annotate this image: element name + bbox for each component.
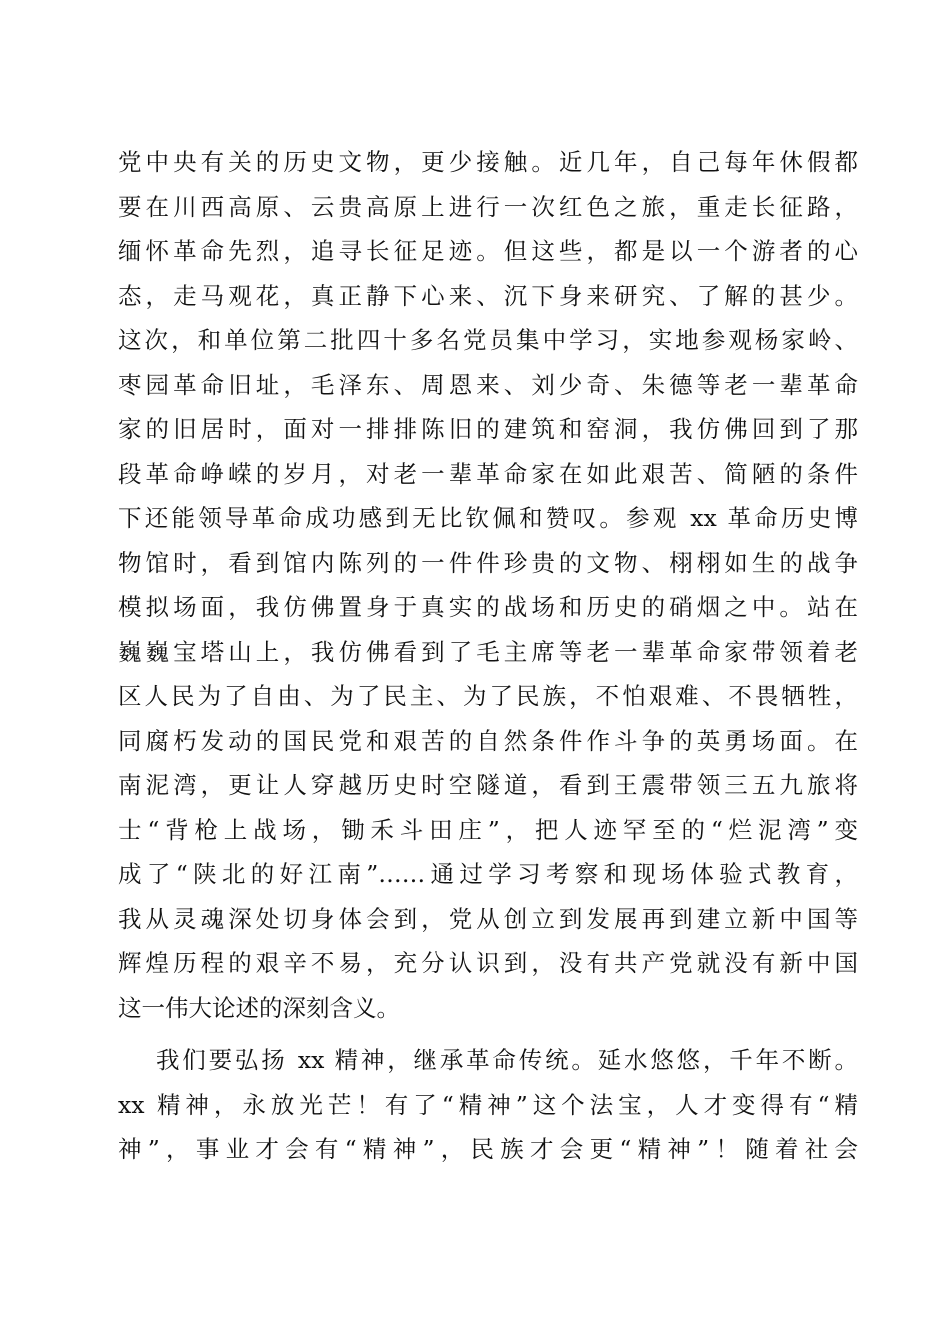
text-line: 我从灵魂深处切身体会到，党从创立到发展再到建立新中国等 [118,904,858,933]
text-line: 神”，事业才会有“精神”，民族才会更“精神”！随着社会 [118,1135,858,1163]
text-line: 缅怀革命先烈，追寻长征足迹。但这些，都是以一个游者的心 [118,237,858,265]
document-body [118,140,858,1172]
text-line-last: 这一伟大论述的深刻含义。 [118,993,400,1022]
text-line: 态，走马观花，真正静下心来、沉下身来研究、了解的甚少。 [118,281,858,310]
text-line: 枣园革命旧址，毛泽东、周恩来、刘少奇、朱德等老一辈革命 [118,370,858,399]
text-line: 段革命峥嵘的岁月，对老一辈革命家在如此艰苦、简陋的条件 [118,459,858,488]
paragraph-spirit [118,1038,858,1172]
text-line: 巍巍宝塔山上，我仿佛看到了毛主席等老一辈革命家带领着老 [118,637,858,666]
text-line: 下还能领导革命成功感到无比钦佩和赞叹。参观 xx 革命历史博 [118,504,858,532]
paragraph-visits [118,140,858,1030]
text-line-first: 我们要弘扬 xx 精神，继承革命传统。延水悠悠，千年不断。 [156,1046,858,1074]
text-line: 这次，和单位第二批四十多名党员集中学习，实地参观杨家岭、 [118,326,858,354]
text-line: 士“背枪上战场，锄禾斗田庄”，把人迹罕至的“烂泥湾”变 [118,815,858,844]
text-line: 南泥湾，更让人穿越历史时空隧道，看到王震带领三五九旅将 [118,771,858,799]
text-line: 辉煌历程的艰辛不易，充分认识到，没有共产党就没有新中国 [118,949,858,977]
text-line: 党中央有关的历史文物，更少接触。近几年，自己每年休假都 [118,148,858,176]
text-line: xx 精神，永放光芒！有了“精神”这个法宝，人才变得有“精 [118,1090,858,1119]
text-line: 要在川西高原、云贵高原上进行一次红色之旅，重走长征路， [118,192,858,221]
text-line: 物馆时，看到馆内陈列的一件件珍贵的文物、栩栩如生的战争 [118,548,858,577]
text-line: 同腐朽发动的国民党和艰苦的自然条件作斗争的英勇场面。在 [118,726,858,755]
text-line: 区人民为了自由、为了民主、为了民族，不怕艰难、不畏牺牲， [118,682,858,710]
text-line: 家的旧居时，面对一排排陈旧的建筑和窑洞，我仿佛回到了那 [118,415,858,443]
text-line: 成了“陕北的好江南”……通过学习考察和现场体验式教育， [118,860,858,888]
text-line: 模拟场面，我仿佛置身于真实的战场和历史的硝烟之中。站在 [118,593,858,621]
